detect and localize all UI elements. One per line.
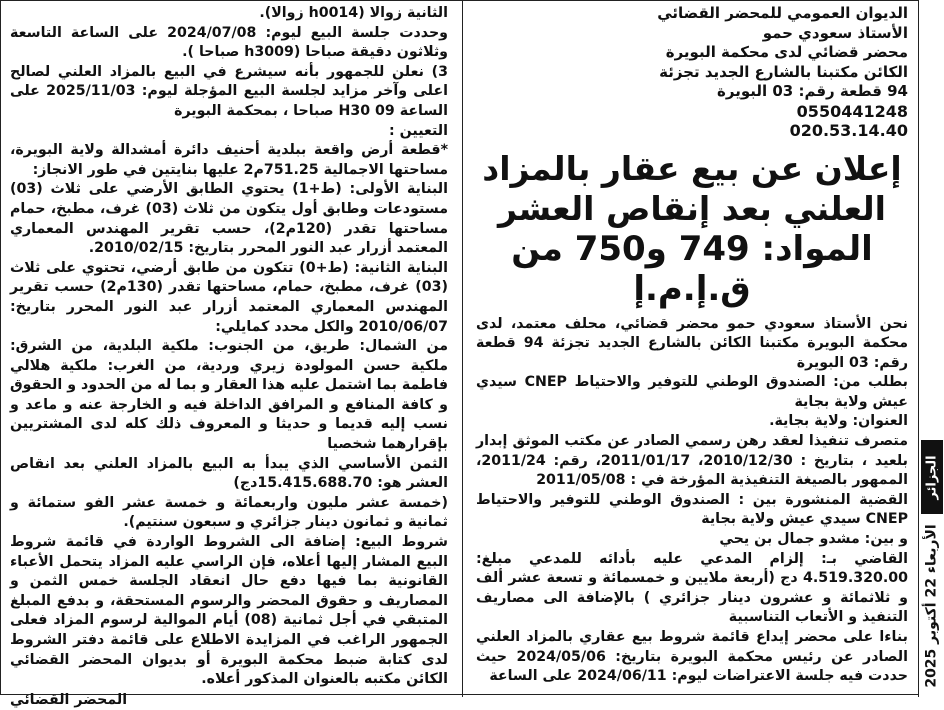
right-paragraph: نحن الأستاذ سعودي حمو محضر قضائي، محلف معتمد، لدى محكمة البويرة مكتبنا الكائن بالشارع الجديد تجزئة 94 قطعة رقم: 03 البويرة (476, 315, 908, 371)
left-paragraph: البناية الأولى: (ط+1) يحتوي الطابق الأرضي على ثلاث (03) مستودعات وطابق أول يتكون من ثلاث (03) غرف، مطبخ، حمام مساحتها تقدر (120م2)، حسب تقرير المهندس المعماري المعتمد أزرار عبد النور المحرر بتاريخ: 2010/02/15. (10, 181, 448, 257)
office-line-5: 94 قطعة رقم: 03 البويرة (717, 82, 908, 100)
right-paragraph: بطلب من: الصندوق الوطني للتوفير والاحتياط CNEP سيدي عيش ولاية بجاية (476, 374, 908, 410)
office-line-3: محضر قضائي لدى محكمة البويرة (665, 43, 908, 61)
issue-date (922, 520, 942, 692)
phone-mobile: 0550441248 (796, 101, 908, 121)
newspaper-spine (918, 0, 944, 697)
right-paragraph: القضية المنشورة بين : الصندوق الوطني للتوفير والاحتياط CNEP سيدي عيش ولاية بجاية (476, 491, 908, 528)
left-paragraph: من الشمال: طريق، من الجنوب: ملكية البلدية، من الشرق: ملكية حسن المولودة زيري وردية، من الغرب: ملكية هلالي فاطمة بما اشتمل عليه هذا العقار و بما له من الحدود و الحقوق و كافة المنافع و المرافق الداخلة فيه و الخارجة عنه و ماعد و نسب إليه قديما و حديثا و المعروف ذلك كله لدى المشتريين بإقرارهما شخصيا (10, 338, 448, 453)
left-paragraph: (خمسة عشر مليون واربعمائة و خمسة عشر الفو ستمائة و ثمانية و ثمانون دينار جزائري و سبعون سنتيم). (10, 494, 448, 531)
left-paragraph: البناية الثانية: (ط+0) تتكون من طابق أرضي، تحتوي على ثلاث (03) غرف، مطبخ، حمام، مساحتها تقدر (130م2) حسب تقرير المهندس المعماري المعتمد أزرار عبد النور المحرر بتاريخ: 2010/06/07 والكل محدد كمايلي: (10, 259, 449, 335)
left-paragraph: 3) نعلن للجمهور بأنه سيشرع في البيع بالمزاد العلني لصالح اعلى وآخر مزايد لجلسة البيع المؤجلة ليوم: 2025/11/03 على الساعة H30 09 صباحا ، بمحكمة البويرة (10, 63, 449, 119)
phone-landline: 020.53.14.40 (789, 121, 908, 140)
left-paragraphs (10, 4, 448, 690)
issue-date-text: الأربعاء 22 أكتوبر 2025 (924, 524, 940, 688)
left-paragraph: وحددت جلسة البيع ليوم: 2024/07/08 على الساعة التاسعة وثلاثون دقيقة صباحا (h3009 صباحا ). (10, 24, 448, 61)
right-paragraph: العنوان: ولاية بجاية. (769, 413, 908, 430)
left-paragraph: التعيين : (389, 122, 448, 139)
headline-line-1: إعلان عن بيع عقار بالمزاد (482, 148, 902, 188)
office-block (476, 4, 908, 141)
left-paragraph: *قطعة أرض واقعة ببلدية أحنيف دائرة أمشدالة ولاية البويرة، مساحتها الاجمالية 751.25م2 عليها بنايتين في طور الانجاز: (10, 142, 448, 178)
headline-line-2: العلني بعد إنقاص العشر (498, 188, 886, 228)
newspaper-logo (921, 440, 943, 514)
right-column (472, 0, 916, 687)
right-paragraph: متصرف تنفيذا لعقد رهن رسمي الصادر عن مكتب الموثق إبدار بلعيد ، بتاريخ : 2010/12/30، 2011/01/17، رقم: 2011/24، الممهور بالصيغة التنفيذية المؤرخة في : 2011/05/08 (476, 433, 908, 489)
office-line-2: الأستاذ سعودي حمو (762, 23, 908, 42)
headline-line-3: المواد: 749 و750 من ق.إ.م.إ (511, 228, 873, 309)
left-paragraph: الثانية زوالا (h0014 زوالا). (259, 5, 448, 21)
right-paragraphs (476, 315, 908, 687)
right-paragraph: و بين: مشدو جمال بن يحي (719, 531, 908, 548)
office-line-4: الكائن مكتبنا بالشارع الجديد تجزئة (659, 62, 908, 81)
left-column (6, 0, 454, 710)
right-paragraph: بناءا على محضر إيداع قائمة شروط بيع عقاري بالمزاد العلني الصادر عن رئيس محكمة البويرة بتاريخ: 2024/05/06 حيث حددت فيه جلسة الاعتراضات ليوم: 2024/06/11 على الساعة (476, 629, 908, 685)
announcement-headline (476, 149, 908, 309)
column-divider (462, 0, 463, 697)
left-paragraph: شروط البيع: إضافة الى الشروط الواردة في قائمة شروط البيع المشار إليها أعلاه، فإن الراسي عليه المزاد يتحمل الأعباء القانونية بما فيها دفع حال انعقاد الجلسة خمس الثمن و المصاريف و حقوق المحضر والرسوم المستحقة، و بدفع المبلغ المتبقي في أجل ثمانية (08) أيام الموالية لرسوم المزاد فعلى الجمهور الراغب في المزايدة الاطلاع على قائمة دفتر الشروط لدى كتابة ضبط محكمة البويرة أو بديوان المحضر القضائي الكائن مكتبه بالعنوان المذكور أعلاه. (10, 534, 449, 688)
left-paragraph: الثمن الأساسي الذي يبدأ به البيع بالمزاد العلني بعد انقاص العشر هو: 15.415.688.70دج) (10, 455, 448, 492)
bailiff-signature: المحضر القضائي (10, 691, 128, 708)
office-line-1: الديوان العمومي للمحضر القضائي (657, 4, 908, 22)
right-paragraph: القاضي بـ: إلزام المدعي عليه بأدائه للمدعي مبلغ: 4.519.320.00 دج (أربعة ملايين و خمسمائة و تسعة عشر ألف و ثلاثمائة و عشرون دينار جزائري ) بالإضافة الى مصاريف التنفيذ و الأتعاب التناسبية (476, 550, 908, 626)
logo-text: الجزائر (924, 454, 940, 500)
